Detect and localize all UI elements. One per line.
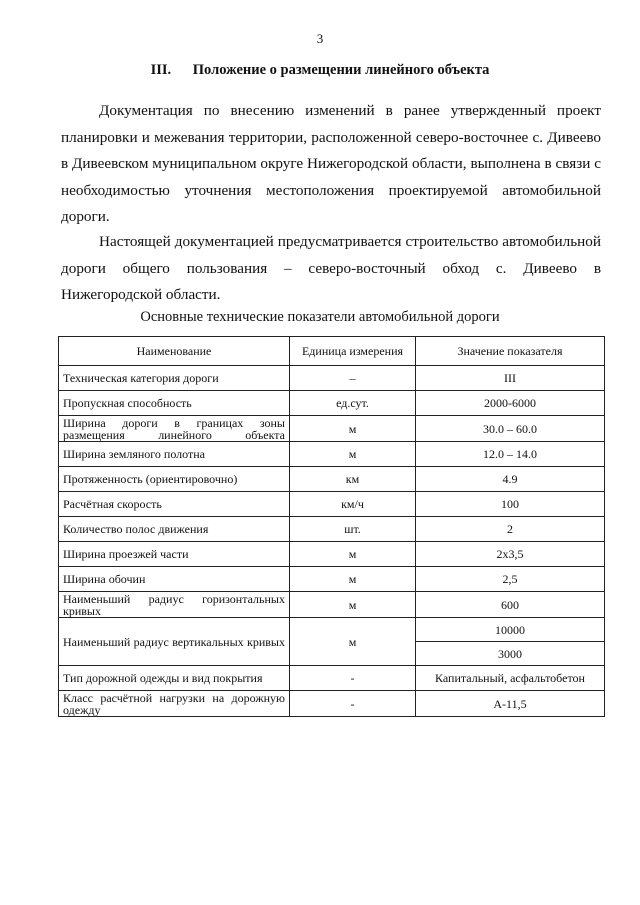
row-value: 30.0 – 60.0	[416, 416, 605, 442]
row-unit: ед.сут.	[290, 391, 416, 416]
row-unit: м	[290, 592, 416, 618]
section-number: III.	[150, 62, 172, 78]
table-row	[59, 592, 605, 618]
row-value: 600	[416, 592, 605, 618]
row-value: III	[416, 366, 605, 391]
row-unit: м	[290, 618, 416, 666]
table-row	[59, 442, 605, 467]
table-row	[59, 666, 605, 691]
table-row	[59, 492, 605, 517]
row-name: Ширина обочин	[59, 567, 290, 592]
paragraph-2-text: Настоящей документацией предусматривается строительство автомобильной дороги общего пользования – северо-восточный обход с. Дивеево в Нижегородской области.	[61, 233, 601, 303]
section-heading	[0, 62, 640, 79]
table-row	[59, 391, 605, 416]
row-value: 2х3,5	[416, 542, 605, 567]
header-unit: Единица измерения	[290, 337, 416, 366]
row-value: 4.9	[416, 467, 605, 492]
row-unit: м	[290, 416, 416, 442]
row-value: 2000-6000	[416, 391, 605, 416]
table-row	[59, 366, 605, 391]
row-value: А-11,5	[416, 691, 605, 717]
table-row	[59, 517, 605, 542]
row-unit: шт.	[290, 517, 416, 542]
row-name: Наименьший радиус вертикальных кривых	[59, 618, 290, 666]
row-name: Расчётная скорость	[59, 492, 290, 517]
row-unit: м	[290, 442, 416, 467]
header-name: Наименование	[59, 337, 290, 366]
table-row	[59, 691, 605, 717]
table-row	[59, 618, 605, 642]
row-unit: м	[290, 542, 416, 567]
table-row	[59, 567, 605, 592]
row-name: Количество полос движения	[59, 517, 290, 542]
table-caption: Основные технические показатели автомобильной дороги	[140, 309, 500, 325]
row-unit: –	[290, 366, 416, 391]
row-name: Протяженность (ориентировочно)	[59, 467, 290, 492]
paragraph-2	[61, 229, 601, 309]
row-unit: -	[290, 666, 416, 691]
section-title: Положение о размещении линейного объекта	[192, 62, 490, 78]
paragraph-1	[61, 98, 601, 231]
row-unit: км/ч	[290, 492, 416, 517]
row-unit: -	[290, 691, 416, 717]
row-value: 2	[416, 517, 605, 542]
row-name: Ширина земляного полотна	[59, 442, 290, 467]
row-name: Техническая категория дороги	[59, 366, 290, 391]
row-value: 3000	[416, 642, 605, 666]
table-header-row	[59, 337, 605, 366]
row-name: Пропускная способность	[59, 391, 290, 416]
row-value: 100	[416, 492, 605, 517]
row-value: 10000	[416, 618, 605, 642]
paragraph-1-text: Документация по внесению изменений в ранее утвержденный проект планировки и межевания территории, расположенной северо-восточнее с. Дивеево в Дивеевском муниципальном округе Нижегородской области, выполнена в связи с необходимостью уточнения местоположения проектируемой автомобильной дороги.	[61, 102, 601, 225]
row-name: Тип дорожной одежды и вид покрытия	[59, 666, 290, 691]
header-value: Значение показателя	[416, 337, 605, 366]
table-row	[59, 542, 605, 567]
page-number: 3	[316, 31, 324, 46]
table-row	[59, 467, 605, 492]
row-value: 2,5	[416, 567, 605, 592]
specs-table	[58, 336, 605, 717]
row-name: Ширина проезжей части	[59, 542, 290, 567]
row-name: Класс расчётной нагрузки на дорожную одежду	[59, 691, 290, 717]
row-unit: м	[290, 567, 416, 592]
row-unit: км	[290, 467, 416, 492]
row-value: 12.0 – 14.0	[416, 442, 605, 467]
row-name: Наименьший радиус горизонтальных кривых	[59, 592, 290, 618]
row-name: Ширина дороги в границах зоны размещения линейного объекта	[59, 416, 290, 442]
table-row	[59, 416, 605, 442]
row-value: Капитальный, асфальтобетон	[416, 666, 605, 691]
